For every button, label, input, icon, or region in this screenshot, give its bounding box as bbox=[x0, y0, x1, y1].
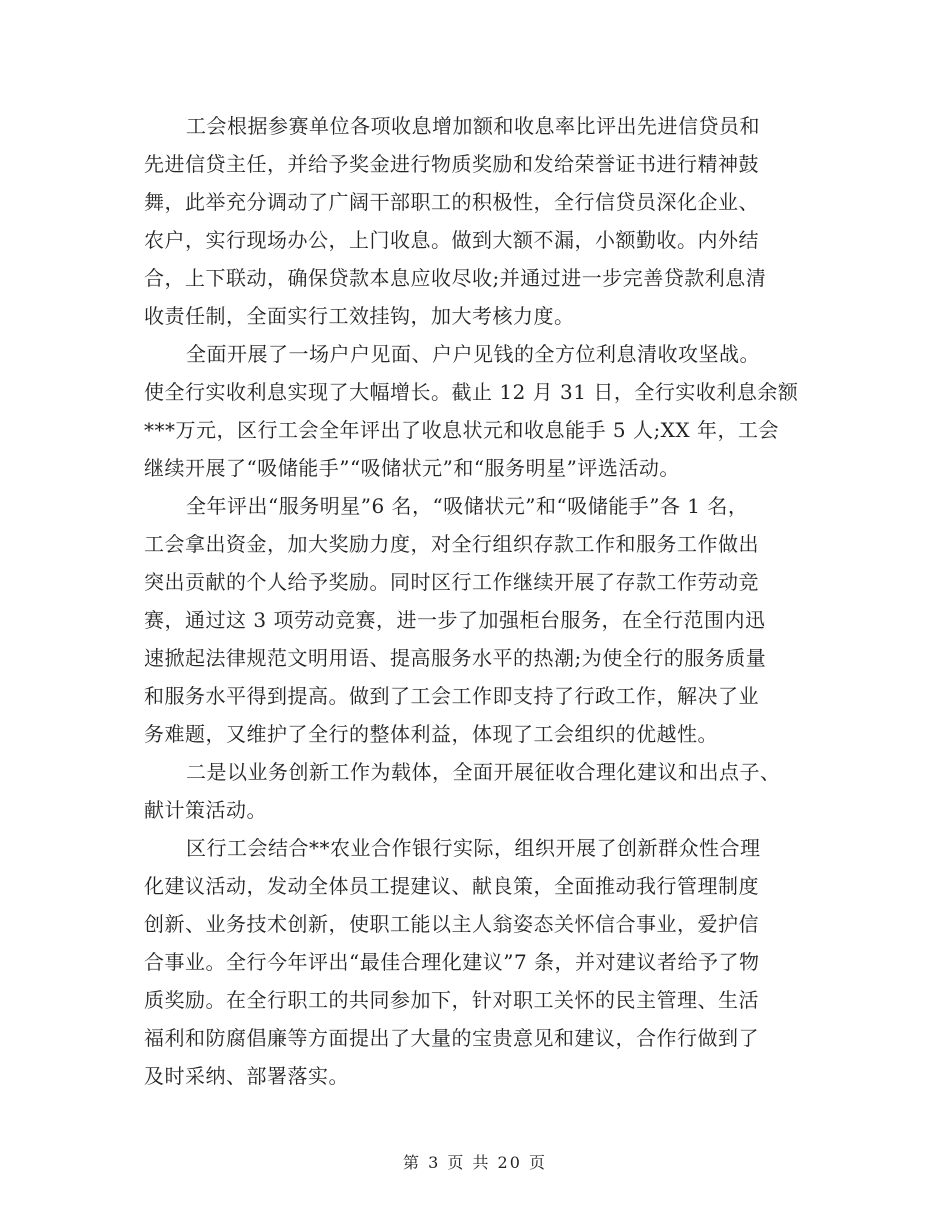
text-line: 创新、业务技术创新，使职工能以主人翁姿态关怀信合事业，爱护信 bbox=[144, 912, 759, 936]
text-line: 全面开展了一场户户见面、户户见钱的全方位利息清收攻坚战。 bbox=[186, 342, 760, 366]
text-line: 福利和防腐倡廉等方面提出了大量的宝贵意见和建议，合作行做到了 bbox=[144, 1026, 759, 1050]
text-line: 收责任制，全面实行工效挂钩，加大考核力度。 bbox=[144, 304, 575, 328]
text-line: ***万元，区行工会全年评出了收息状元和收息能手 5 人;XX 年，工会 bbox=[144, 418, 780, 442]
text-line: 区行工会结合**农业合作银行实际，组织开展了创新群众性合理 bbox=[186, 836, 761, 860]
text-line: 赛，通过这 3 项劳动竞赛，进一步了加强柜台服务，在全行范围内迅 bbox=[144, 608, 766, 632]
text-line: 使全行实收利息实现了大幅增长。截止 12 月 31 日，全行实收利息余额 bbox=[144, 380, 799, 404]
text-line: 农户，实行现场办公，上门收息。做到大额不漏，小额勤收。内外结 bbox=[144, 228, 759, 252]
text-line: 合事业。全行今年评出“最佳合理化建议”7 条，并对建议者给予了物 bbox=[144, 950, 760, 974]
text-line: 和服务水平得到提高。做到了工会工作即支持了行政工作，解决了业 bbox=[144, 684, 759, 708]
text-line: 务难题，又维护了全行的整体利益，体现了工会组织的优越性。 bbox=[144, 722, 718, 746]
page-number: 第 3 页 共 20 页 bbox=[403, 1153, 547, 1172]
text-line: 舞，此举充分调动了广阔干部职工的积极性，全行信贷员深化企业、 bbox=[144, 190, 759, 214]
text-line: 合，上下联动，确保贷款本息应收尽收;并通过进一步完善贷款利息清 bbox=[144, 266, 767, 290]
text-line: 质奖励。在全行职工的共同参加下，针对职工关怀的民主管理、生活 bbox=[144, 988, 759, 1012]
text-line: 献计策活动。 bbox=[144, 798, 267, 822]
text-line: 工会根据参赛单位各项收息增加额和收息率比评出先进信贷员和 bbox=[186, 114, 760, 138]
text-line: 速掀起法律规范文明用语、提高服务水平的热潮;为使全行的服务质量 bbox=[144, 646, 767, 670]
text-line: 二是以业务创新工作为载体，全面开展征收合理化建议和出点子、 bbox=[186, 760, 781, 784]
text-line: 工会拿出资金，加大奖励力度，对全行组织存款工作和服务工作做出 bbox=[144, 532, 759, 556]
text-line: 全年评出“服务明星”6 名，“吸储状元”和“吸储能手”各 1 名， bbox=[186, 494, 749, 518]
text-line: 化建议活动，发动全体员工提建议、献良策，全面推动我行管理制度 bbox=[144, 874, 759, 898]
text-line: 及时采纳、部署落实。 bbox=[144, 1064, 349, 1088]
text-line: 突出贡献的个人给予奖励。同时区行工作继续开展了存款工作劳动竞 bbox=[144, 570, 759, 594]
text-line: 继续开展了“吸储能手”“吸储状元”和“服务明星”评选活动。 bbox=[144, 456, 680, 480]
text-line: 先进信贷主任，并给予奖金进行物质奖励和发给荣誉证书进行精神鼓 bbox=[144, 152, 759, 176]
